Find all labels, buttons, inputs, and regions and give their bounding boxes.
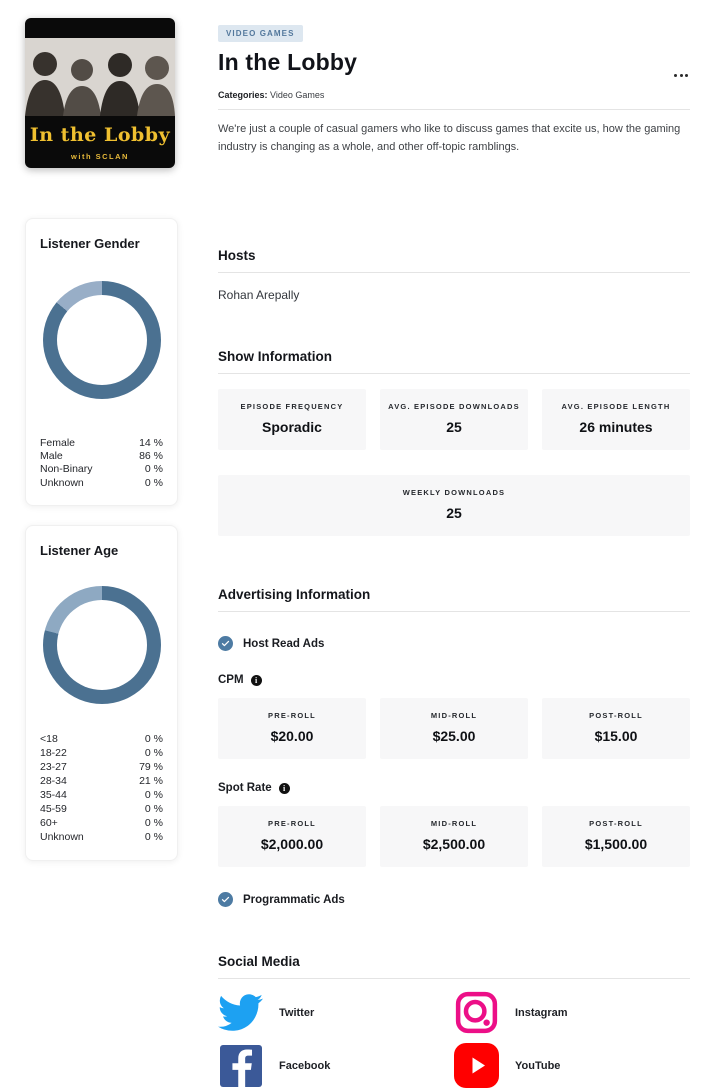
legend-row bbox=[40, 760, 163, 774]
stat-weekly-downloads bbox=[218, 475, 690, 536]
stat-value: 25 bbox=[446, 419, 462, 436]
legend-label: <18 bbox=[40, 732, 58, 745]
stat-label: AVG. EPISODE LENGTH bbox=[561, 402, 671, 412]
section-divider bbox=[218, 611, 690, 612]
legend-label: Unknown bbox=[40, 830, 84, 843]
stat-value: 26 minutes bbox=[579, 419, 653, 436]
stat-value: $2,500.00 bbox=[422, 836, 486, 853]
stat-episode-frequency bbox=[218, 389, 366, 450]
podcast-cover-art bbox=[25, 18, 175, 168]
legend-value: 14 % bbox=[139, 437, 163, 449]
cpm-label: CPM bbox=[218, 674, 244, 687]
legend-row bbox=[40, 477, 163, 490]
hosts-title: Hosts bbox=[218, 248, 256, 264]
legend-label: 18-22 bbox=[40, 746, 67, 759]
legend-value: 0 % bbox=[144, 788, 163, 801]
legend-value: 79 % bbox=[139, 760, 163, 773]
legend-label: Unknown bbox=[40, 476, 84, 489]
show-stats-grid bbox=[218, 389, 690, 450]
show-header bbox=[218, 23, 690, 156]
stat-label: PRE-ROLL bbox=[268, 819, 316, 829]
host-read-ads-row bbox=[218, 636, 690, 651]
stat-avg-episode-downloads bbox=[380, 389, 528, 450]
ellipsis-icon bbox=[680, 74, 683, 77]
stat-label: PRE-ROLL bbox=[268, 711, 316, 721]
social-media-title: Social Media bbox=[218, 954, 300, 970]
stat-value: $15.00 bbox=[594, 728, 638, 745]
stat-avg-episode-length bbox=[542, 389, 690, 450]
section-divider bbox=[218, 373, 690, 374]
advertising-title: Advertising Information bbox=[218, 587, 371, 603]
legend-value: 0 % bbox=[144, 732, 163, 745]
legend-row bbox=[40, 437, 163, 450]
stat-label: POST-ROLL bbox=[589, 819, 643, 829]
stat-label: MID-ROLL bbox=[430, 819, 478, 829]
check-circle-icon bbox=[218, 892, 233, 907]
cover-title-text: In the Lobby bbox=[29, 124, 171, 146]
section-divider bbox=[218, 272, 690, 273]
social-link-twitter[interactable] bbox=[218, 988, 454, 1037]
stat-value: $20.00 bbox=[270, 728, 314, 745]
show-information-title: Show Information bbox=[218, 349, 332, 365]
stat-label: EPISODE FREQUENCY bbox=[240, 402, 344, 412]
legend-value: 86 % bbox=[139, 450, 163, 463]
spot-rate-mid-roll-card bbox=[380, 806, 528, 867]
show-title: In the Lobby bbox=[218, 49, 358, 75]
legend-label: 60+ bbox=[40, 816, 58, 829]
social-link-youtube[interactable] bbox=[454, 1041, 690, 1090]
hosts-section bbox=[218, 248, 690, 302]
listener-age-card bbox=[25, 525, 178, 861]
programmatic-ads-row bbox=[218, 892, 690, 907]
legend-row bbox=[40, 450, 163, 463]
facebook-icon bbox=[218, 1043, 263, 1088]
twitter-icon bbox=[218, 990, 263, 1035]
listener-age-title: Listener Age bbox=[40, 542, 119, 558]
category-badge[interactable]: VIDEO GAMES bbox=[218, 25, 303, 42]
more-options-button[interactable] bbox=[672, 68, 690, 83]
social-link-facebook[interactable] bbox=[218, 1041, 454, 1090]
stat-label: AVG. EPISODE DOWNLOADS bbox=[388, 402, 520, 412]
section-divider bbox=[218, 978, 690, 979]
social-links-grid bbox=[218, 988, 690, 1090]
youtube-icon bbox=[454, 1043, 499, 1088]
legend-row bbox=[40, 463, 163, 476]
ellipsis-icon bbox=[685, 74, 688, 77]
advertising-section bbox=[218, 587, 690, 907]
listener-gender-title: Listener Gender bbox=[40, 236, 140, 251]
legend-label: Female bbox=[40, 437, 76, 449]
spot-rate-post-roll-card bbox=[542, 806, 690, 867]
cpm-pre-roll-card bbox=[218, 698, 366, 759]
gender-legend bbox=[40, 437, 163, 490]
stat-label: POST-ROLL bbox=[589, 711, 643, 721]
social-link-instagram[interactable] bbox=[454, 988, 690, 1037]
age-legend bbox=[40, 732, 163, 844]
legend-row bbox=[40, 732, 163, 746]
legend-value: 0 % bbox=[144, 830, 163, 843]
gender-donut-chart bbox=[43, 281, 161, 399]
programmatic-ads-label: Programmatic Ads bbox=[243, 893, 345, 906]
main-content bbox=[218, 18, 690, 1090]
host-name: Rohan Arepally bbox=[218, 288, 300, 303]
legend-value: 0 % bbox=[144, 463, 163, 476]
cpm-post-roll-card bbox=[542, 698, 690, 759]
legend-label: 23-27 bbox=[40, 760, 67, 773]
instagram-icon bbox=[454, 990, 499, 1035]
legend-value: 0 % bbox=[144, 476, 163, 489]
categories-line bbox=[218, 90, 690, 100]
social-label: Instagram bbox=[515, 1006, 568, 1019]
legend-label: Non-Binary bbox=[40, 463, 93, 476]
spot-rate-label-row bbox=[218, 782, 690, 794]
stat-value: $1,500.00 bbox=[584, 836, 648, 853]
gender-donut-hole bbox=[57, 295, 147, 385]
legend-value: 0 % bbox=[144, 746, 163, 759]
check-circle-icon bbox=[218, 636, 233, 651]
stat-value: $25.00 bbox=[432, 728, 476, 745]
legend-value: 21 % bbox=[139, 774, 163, 787]
social-label: Twitter bbox=[279, 1006, 315, 1019]
cpm-grid bbox=[218, 698, 690, 759]
info-icon[interactable]: i bbox=[279, 783, 290, 794]
cpm-mid-roll-card bbox=[380, 698, 528, 759]
cover-photo-image bbox=[25, 38, 175, 116]
categories-value: Video Games bbox=[270, 90, 325, 100]
legend-row bbox=[40, 802, 163, 816]
spot-rate-label: Spot Rate bbox=[218, 782, 272, 795]
age-donut-chart bbox=[43, 586, 161, 704]
stat-value: $2,000.00 bbox=[260, 836, 324, 853]
show-description: We're just a couple of casual gamers who like to discuss games that excite us, how the gaming industry is changing as a whole, and other off-topic ramblings. bbox=[218, 123, 681, 153]
header-divider bbox=[218, 109, 690, 110]
ellipsis-icon bbox=[674, 74, 677, 77]
host-read-ads-label: Host Read Ads bbox=[243, 637, 325, 650]
legend-label: 28-34 bbox=[40, 774, 67, 787]
legend-label: 35-44 bbox=[40, 788, 67, 801]
legend-row bbox=[40, 774, 163, 788]
social-label: Facebook bbox=[279, 1059, 331, 1072]
age-donut-hole bbox=[57, 600, 147, 690]
legend-row bbox=[40, 816, 163, 830]
legend-value: 0 % bbox=[144, 802, 163, 815]
stat-value: Sporadic bbox=[262, 419, 322, 436]
categories-label: Categories: bbox=[218, 90, 268, 100]
legend-value: 0 % bbox=[144, 816, 163, 829]
spot-rate-grid bbox=[218, 806, 690, 867]
show-information-section bbox=[218, 349, 690, 536]
info-icon[interactable]: i bbox=[251, 675, 262, 686]
legend-label: Male bbox=[40, 450, 63, 463]
cpm-label-row bbox=[218, 674, 690, 686]
left-sidebar bbox=[25, 18, 178, 1090]
stat-label: MID-ROLL bbox=[430, 711, 478, 721]
social-label: YouTube bbox=[515, 1059, 561, 1072]
listener-gender-card bbox=[25, 218, 178, 506]
spot-rate-pre-roll-card bbox=[218, 806, 366, 867]
legend-row bbox=[40, 830, 163, 844]
stat-value: 25 bbox=[446, 505, 462, 522]
stat-label: WEEKLY DOWNLOADS bbox=[402, 488, 506, 498]
legend-row bbox=[40, 746, 163, 760]
cover-subtitle-text: with SCLAN bbox=[71, 152, 129, 161]
legend-label: 45-59 bbox=[40, 802, 67, 815]
legend-row bbox=[40, 788, 163, 802]
social-media-section bbox=[218, 954, 690, 1090]
